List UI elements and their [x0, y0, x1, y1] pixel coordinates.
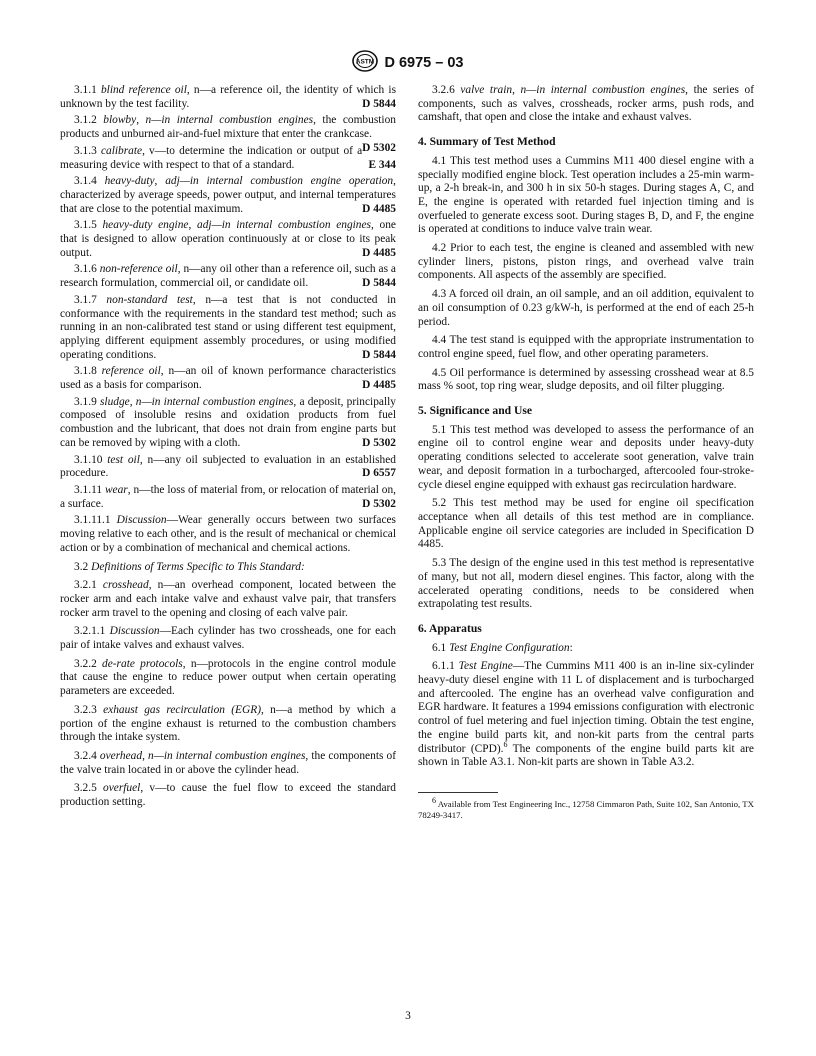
section-6-heading: 6. Apparatus	[418, 621, 482, 635]
para-5-3: 5.3 The design of the engine used in this test method is representative of many, but not all, modern diesel engines. This factor, along with the accelerated operating conditions, needs to be considered when extrapolating test results.	[418, 557, 754, 611]
def-3-1-11-1: 3.1.11.1 Discussion—Wear generally occurs between two surfaces moving relative to each other, and is the result of mechanical or chemical action or by a combination of mechanical and chemical actions.	[60, 514, 396, 554]
section-3-2-heading: 3.2 Definitions of Terms Specific to This Standard:	[74, 560, 305, 573]
para-5-2: 5.2 This test method may be used for engine oil specification acceptance when all details of this test method are in compliance. Applicable engine oil service categories are included in Specification D 4485.	[418, 497, 754, 551]
def-3-1-7: 3.1.7 non-standard test, n—a test that is not conducted in conformance with the requirements in the standard test method; such as running in an non-calibrated test stand or using different test equipment, applying different equipment assembly procedures, or using modified operating conditions. D 5844	[60, 293, 396, 361]
def-3-2-4: 3.2.4 overhead, n—in internal combustion engines, the components of the valve train located in or above the cylinder head.	[60, 749, 396, 776]
right-column	[418, 84, 754, 821]
para-4-5: 4.5 Oil performance is determined by assessing crosshead wear at 8.5 mass % soot, top ring wear, sludge deposits, and oil filter plugging.	[418, 366, 754, 393]
svg-text:ASTM: ASTM	[356, 58, 375, 66]
def-3-1-11: 3.1.11 wear, n—the loss of material from, or relocation of material on, a surface. D 5302	[60, 483, 396, 510]
def-3-2-1-1: 3.2.1.1 Discussion—Each cylinder has two crossheads, one for each pair of intake valves and exhaust valves.	[60, 625, 396, 652]
footnote-divider	[418, 792, 498, 793]
def-3-1-5: 3.1.5 heavy-duty engine, adj—in internal combustion engines, one that is designed to allow operation continuously at or close to its peak output. D 4485	[60, 219, 396, 259]
document-designation: D 6975 – 03	[384, 54, 464, 71]
def-3-1-6: 3.1.6 non-reference oil, n—any oil other than a reference oil, such as a research formulation, commercial oil, or candidate oil. D 5844	[60, 263, 396, 290]
def-3-2-5: 3.2.5 overfuel, v—to cause the fuel flow to exceed the standard production setting.	[60, 782, 396, 809]
section-5-heading: 5. Significance and Use	[418, 404, 533, 418]
def-3-1-10: 3.1.10 test oil, n—any oil subjected to evaluation in an established procedure. D 6557	[60, 453, 396, 480]
para-6-1-1: 6.1.1 Test Engine—The Cummins M11 400 is an in-line six-cylinder heavy-duty diesel engine with 11 L of displacement and is turbocharged and aftercooled. The engine has an overhead valve configuration and EGR hardware. It features a 1994 emissions configuration with electronic control of fuel metering and fuel injection timing. Obtain the test engine, the engine build parts kit, and non-kit parts from the central parts distributor (CPD).$^6$ The components of the engine build parts kit are shown in Table A3.1. Non-kit parts are shown in Table A3.2.	[418, 660, 754, 769]
def-3-1-2: 3.1.2 blowby, n—in internal combustion engines, the combustion products and unburned air-and-fuel mixture that enter the crankcase. D 5302	[60, 114, 396, 154]
def-3-2-1: 3.2.1 crosshead, n—an overhead component, located between the rocker arm and each intake valve and exhaust valve pair, that transfers rocker arm travel to the opening and closing of each valve pair.	[60, 579, 396, 619]
def-3-2-3: 3.2.3 exhaust gas recirculation (EGR), n—a method by which a portion of the engine exhaust is returned to the combustion chambers through the intake system.	[60, 703, 396, 744]
footnote-6: $^6$ Available from Test Engineering Inc., 12758 Cimmaron Path, Suite 102, San Antonio, TX 78249-3417.	[418, 796, 754, 820]
def-3-2-6: 3.2.6 valve train, n—in internal combustion engines, the series of components, such as valves, crossheads, rocker arms, push rods, and camshaft, that open and close the intake and exhaust valves.	[418, 84, 754, 124]
def-3-1-9: 3.1.9 sludge, n—in internal combustion engines, a deposit, principally composed of insoluble resins and oxidation products from fuel combustion and the lubricant, that does not drain from engine parts but can be removed by wiping with a cloth. D 5302	[60, 395, 396, 449]
def-3-1-3: 3.1.3 calibrate, v—to determine the indication or output of a measuring device with respect to that of a standard. E 344	[60, 144, 396, 171]
def-3-1-1: 3.1.1 blind reference oil, n—a reference oil, the identity of which is unknown by the test facility. D 5844	[60, 84, 396, 110]
def-3-1-4: 3.1.4 heavy-duty, adj—in internal combustion engine operation, characterized by average speeds, power output, and internal temperatures that are close to the potential maximum. D 4485	[60, 175, 396, 215]
para-4-1: 4.1 This test method uses a Cummins M11 400 diesel engine with a specially modified engine block. Test operation includes a 25-min warm-up, a 2-h break-in, and 300 h in six 50-h stages. During stages A, C, and E, the engine is operated with retarded fuel injection timing and is overfueled to generate excess soot. During stages B, D, and F, the engine is operated at conditions to induce valve train wear.	[418, 154, 754, 236]
para-4-2: 4.2 Prior to each test, the engine is cleaned and assembled with new cylinder liners, pistons, piston rings, and overhead valve train components. All aspects of the assembly are specified.	[418, 242, 754, 282]
footnote-ref[interactable]: 6	[503, 739, 508, 749]
section-4-heading: 4. Summary of Test Method	[418, 135, 556, 149]
def-3-1-8: 3.1.8 reference oil, n—an oil of known performance characteristics used as a basis for comparison. D 4485	[60, 365, 396, 392]
left-column	[60, 84, 396, 815]
def-3-2-2: 3.2.2 de-rate protocols, n—protocols in the engine control module that cause the engine to reduce power output when certain operating parameters are exceeded.	[60, 657, 396, 698]
para-4-4: 4.4 The test stand is equipped with the appropriate instrumentation to control engine speed, fuel flow, and other operating parameters.	[418, 334, 754, 360]
para-5-1: 5.1 This test method was developed to assess the performance of an engine oil to control engine wear and deposits under heavy-duty operating conditions selected to accelerate soot generation, valve train wear, and deposit formation in a turbocharged, aftercooled four-stroke-cycle diesel engine equipped with exhaust gas recirculation hardware.	[418, 423, 754, 491]
page-header	[0, 50, 816, 76]
para-4-3: 4.3 A forced oil drain, an oil sample, and an oil addition, equivalent to an oil consumption of 0.23 g/kW-h, is performed at the end of each 25-h period.	[418, 288, 754, 328]
page-number: 3	[405, 1010, 411, 1022]
para-6-1: 6.1 Test Engine Configuration:	[432, 641, 573, 654]
astm-logo-icon	[352, 50, 378, 76]
